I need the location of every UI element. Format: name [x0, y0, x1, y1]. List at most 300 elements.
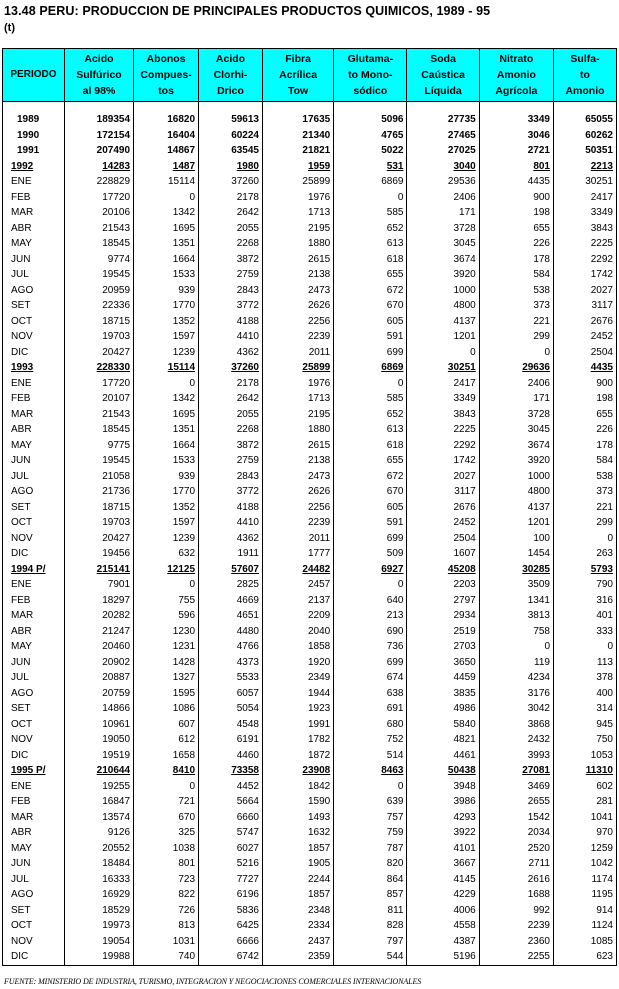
value-cell: 1041 — [554, 810, 617, 826]
value-cell: 4460 — [199, 748, 263, 764]
value-cell: 613 — [334, 236, 407, 252]
column-header — [199, 49, 263, 102]
year-total-row — [3, 360, 617, 376]
period-cell: MAY — [3, 438, 65, 454]
value-cell: 2457 — [263, 577, 334, 593]
value-cell: 20759 — [64, 686, 133, 702]
value-cell: 29536 — [407, 174, 479, 190]
value-cell: 1086 — [134, 701, 199, 717]
value-cell: 2432 — [479, 732, 553, 748]
period-cell: MAY — [3, 236, 65, 252]
value-cell: 16929 — [64, 887, 133, 903]
value-cell: 19973 — [64, 918, 133, 934]
value-cell: 992 — [479, 903, 553, 919]
value-cell: 178 — [479, 252, 553, 268]
value-cell: 27025 — [407, 143, 479, 159]
value-cell: 5216 — [199, 856, 263, 872]
period-cell: 1991 — [3, 143, 65, 159]
value-cell: 1231 — [134, 639, 199, 655]
value-cell: 18484 — [64, 856, 133, 872]
month-row — [3, 267, 617, 283]
value-cell: 3813 — [479, 608, 553, 624]
value-cell: 602 — [554, 779, 617, 795]
value-cell: 2676 — [407, 500, 479, 516]
value-cell: 857 — [334, 887, 407, 903]
column-header-line: Acrílica — [279, 69, 318, 81]
value-cell: 25899 — [263, 360, 334, 376]
value-cell: 655 — [334, 267, 407, 283]
value-cell: 5793 — [554, 562, 617, 578]
value-cell: 1493 — [263, 810, 334, 826]
month-row — [3, 608, 617, 624]
month-row — [3, 670, 617, 686]
value-cell: 2615 — [263, 438, 334, 454]
value-cell: 758 — [479, 624, 553, 640]
column-header — [263, 49, 334, 102]
value-cell: 2437 — [263, 934, 334, 950]
value-cell: 2138 — [263, 267, 334, 283]
value-cell: 5533 — [199, 670, 263, 686]
value-cell: 15114 — [134, 360, 199, 376]
value-cell: 1976 — [263, 190, 334, 206]
value-cell: 18545 — [64, 236, 133, 252]
year-total-row — [3, 159, 617, 175]
value-cell: 13574 — [64, 810, 133, 826]
column-header-line: Agrícola — [495, 85, 538, 97]
value-cell: 1920 — [263, 655, 334, 671]
value-cell: 2349 — [263, 670, 334, 686]
column-header — [407, 49, 479, 102]
month-row — [3, 484, 617, 500]
value-cell: 2225 — [407, 422, 479, 438]
value-cell: 226 — [479, 236, 553, 252]
value-cell: 1695 — [134, 407, 199, 423]
month-row — [3, 872, 617, 888]
column-header-line: Fibra — [285, 53, 311, 65]
column-header-line: Tow — [287, 85, 309, 97]
table-cell — [134, 102, 199, 113]
period-cell: 1993 — [3, 360, 65, 376]
month-row — [3, 810, 617, 826]
value-cell: 5664 — [199, 794, 263, 810]
value-cell: 2616 — [479, 872, 553, 888]
value-cell: 5054 — [199, 701, 263, 717]
value-cell: 2209 — [263, 608, 334, 624]
value-cell: 4800 — [407, 298, 479, 314]
value-cell: 1632 — [263, 825, 334, 841]
table-cell — [3, 102, 65, 113]
value-cell: 3843 — [407, 407, 479, 423]
month-row — [3, 856, 617, 872]
value-cell: 640 — [334, 593, 407, 609]
value-cell: 670 — [334, 484, 407, 500]
column-header-line: to — [580, 69, 590, 81]
value-cell: 2034 — [479, 825, 553, 841]
value-cell: 1351 — [134, 422, 199, 438]
value-cell: 378 — [554, 670, 617, 686]
value-cell: 632 — [134, 546, 199, 562]
period-cell: MAY — [3, 841, 65, 857]
period-cell: SET — [3, 701, 65, 717]
value-cell: 864 — [334, 872, 407, 888]
value-cell: 6191 — [199, 732, 263, 748]
value-cell: 2256 — [263, 314, 334, 330]
period-cell: AGO — [3, 686, 65, 702]
value-cell: 20460 — [64, 639, 133, 655]
value-cell: 652 — [334, 407, 407, 423]
value-cell: 6027 — [199, 841, 263, 857]
value-cell: 19255 — [64, 779, 133, 795]
value-cell: 4452 — [199, 779, 263, 795]
value-cell: 4410 — [199, 515, 263, 531]
value-cell: 1976 — [263, 376, 334, 392]
value-cell: 674 — [334, 670, 407, 686]
value-cell: 3040 — [407, 159, 479, 175]
period-cell: ENE — [3, 376, 65, 392]
value-cell: 19054 — [64, 934, 133, 950]
value-cell: 6869 — [334, 174, 407, 190]
value-cell: 2843 — [199, 283, 263, 299]
value-cell: 2244 — [263, 872, 334, 888]
period-cell: FEB — [3, 593, 65, 609]
value-cell: 4145 — [407, 872, 479, 888]
month-row — [3, 453, 617, 469]
value-cell: 316 — [554, 593, 617, 609]
value-cell: 618 — [334, 438, 407, 454]
month-row — [3, 903, 617, 919]
value-cell: 20887 — [64, 670, 133, 686]
period-cell: OCT — [3, 717, 65, 733]
period-cell: OCT — [3, 918, 65, 934]
value-cell: 1201 — [479, 515, 553, 531]
value-cell: 21543 — [64, 407, 133, 423]
table-cell — [407, 102, 479, 113]
value-cell: 16404 — [134, 128, 199, 144]
value-cell: 17720 — [64, 190, 133, 206]
value-cell: 1031 — [134, 934, 199, 950]
value-cell: 3674 — [407, 252, 479, 268]
value-cell: 2711 — [479, 856, 553, 872]
column-header — [64, 49, 133, 102]
period-cell: JUL — [3, 670, 65, 686]
value-cell: 1327 — [134, 670, 199, 686]
value-cell: 65055 — [554, 112, 617, 128]
value-cell: 21058 — [64, 469, 133, 485]
value-cell: 3920 — [407, 267, 479, 283]
value-cell: 3728 — [407, 221, 479, 237]
month-row — [3, 236, 617, 252]
value-cell: 655 — [554, 407, 617, 423]
value-cell: 20282 — [64, 608, 133, 624]
value-cell: 914 — [554, 903, 617, 919]
value-cell: 0 — [407, 345, 479, 361]
value-cell: 60224 — [199, 128, 263, 144]
value-cell: 1352 — [134, 314, 199, 330]
value-cell: 401 — [554, 608, 617, 624]
value-cell: 0 — [554, 531, 617, 547]
month-row — [3, 546, 617, 562]
value-cell: 2519 — [407, 624, 479, 640]
month-row — [3, 779, 617, 795]
value-cell: 113 — [554, 655, 617, 671]
value-cell: 1777 — [263, 546, 334, 562]
value-cell: 797 — [334, 934, 407, 950]
value-cell: 25899 — [263, 174, 334, 190]
value-cell: 790 — [554, 577, 617, 593]
value-cell: 22336 — [64, 298, 133, 314]
value-cell: 1880 — [263, 422, 334, 438]
value-cell: 2452 — [407, 515, 479, 531]
value-cell: 19519 — [64, 748, 133, 764]
value-cell: 20959 — [64, 283, 133, 299]
value-cell: 4006 — [407, 903, 479, 919]
period-cell: JUN — [3, 655, 65, 671]
value-cell: 4293 — [407, 810, 479, 826]
value-cell: 0 — [554, 639, 617, 655]
value-cell: 670 — [134, 810, 199, 826]
value-cell: 178 — [554, 438, 617, 454]
value-cell: 4435 — [479, 174, 553, 190]
value-cell: 15114 — [134, 174, 199, 190]
month-row — [3, 934, 617, 950]
value-cell: 19545 — [64, 267, 133, 283]
value-cell: 1858 — [263, 639, 334, 655]
value-cell: 2703 — [407, 639, 479, 655]
value-cell: 4800 — [479, 484, 553, 500]
value-cell: 970 — [554, 825, 617, 841]
value-cell: 2040 — [263, 624, 334, 640]
value-cell: 4387 — [407, 934, 479, 950]
value-cell: 299 — [479, 329, 553, 345]
period-cell: 1994 P/ — [3, 562, 65, 578]
value-cell: 900 — [479, 190, 553, 206]
value-cell: 2473 — [263, 283, 334, 299]
column-header-line: Soda — [430, 53, 456, 65]
value-cell: 1428 — [134, 655, 199, 671]
annual-row — [3, 128, 617, 144]
value-cell: 29636 — [479, 360, 553, 376]
value-cell: 0 — [134, 577, 199, 593]
period-cell: SET — [3, 903, 65, 919]
period-cell: DIC — [3, 546, 65, 562]
value-cell: 1770 — [134, 484, 199, 500]
value-cell: 2195 — [263, 221, 334, 237]
column-header — [479, 49, 553, 102]
month-row — [3, 686, 617, 702]
value-cell: 2759 — [199, 267, 263, 283]
value-cell: 171 — [479, 391, 553, 407]
value-cell: 1664 — [134, 438, 199, 454]
value-cell: 1533 — [134, 453, 199, 469]
month-row — [3, 469, 617, 485]
value-cell: 14867 — [134, 143, 199, 159]
value-cell: 400 — [554, 686, 617, 702]
value-cell: 18297 — [64, 593, 133, 609]
value-cell: 740 — [134, 949, 199, 965]
value-cell: 4651 — [199, 608, 263, 624]
value-cell: 605 — [334, 500, 407, 516]
value-cell: 670 — [334, 298, 407, 314]
value-cell: 691 — [334, 701, 407, 717]
value-cell: 210644 — [64, 763, 133, 779]
value-cell: 1201 — [407, 329, 479, 345]
value-cell: 638 — [334, 686, 407, 702]
value-cell: 1239 — [134, 531, 199, 547]
value-cell: 0 — [134, 190, 199, 206]
month-row — [3, 205, 617, 221]
value-cell: 2348 — [263, 903, 334, 919]
value-cell: 801 — [134, 856, 199, 872]
value-cell: 228829 — [64, 174, 133, 190]
value-cell: 0 — [134, 376, 199, 392]
value-cell: 612 — [134, 732, 199, 748]
period-cell: JUL — [3, 267, 65, 283]
value-cell: 4137 — [407, 314, 479, 330]
table-cell — [479, 102, 553, 113]
value-cell: 1487 — [134, 159, 199, 175]
value-cell: 4137 — [479, 500, 553, 516]
value-cell: 723 — [134, 872, 199, 888]
value-cell: 4229 — [407, 887, 479, 903]
table-cell — [199, 102, 263, 113]
value-cell: 509 — [334, 546, 407, 562]
value-cell: 60262 — [554, 128, 617, 144]
value-cell: 1341 — [479, 593, 553, 609]
value-cell: 63545 — [199, 143, 263, 159]
month-row — [3, 221, 617, 237]
month-row — [3, 438, 617, 454]
value-cell: 1195 — [554, 887, 617, 903]
value-cell: 9126 — [64, 825, 133, 841]
month-row — [3, 949, 617, 965]
value-cell: 21340 — [263, 128, 334, 144]
value-cell: 2268 — [199, 236, 263, 252]
value-cell: 945 — [554, 717, 617, 733]
month-row — [3, 918, 617, 934]
value-cell: 680 — [334, 717, 407, 733]
value-cell: 2615 — [263, 252, 334, 268]
value-cell: 828 — [334, 918, 407, 934]
value-cell: 1713 — [263, 205, 334, 221]
value-cell: 20427 — [64, 531, 133, 547]
value-cell: 3650 — [407, 655, 479, 671]
value-cell: 2417 — [554, 190, 617, 206]
column-header-line: sódico — [353, 85, 388, 97]
value-cell: 21736 — [64, 484, 133, 500]
value-cell: 4435 — [554, 360, 617, 376]
value-cell: 4480 — [199, 624, 263, 640]
value-cell: 1770 — [134, 298, 199, 314]
value-cell: 2504 — [554, 345, 617, 361]
value-cell: 2473 — [263, 469, 334, 485]
value-cell: 655 — [479, 221, 553, 237]
period-cell: AGO — [3, 484, 65, 500]
value-cell: 5022 — [334, 143, 407, 159]
value-cell: 585 — [334, 391, 407, 407]
value-cell: 2255 — [479, 949, 553, 965]
value-cell: 2292 — [407, 438, 479, 454]
value-cell: 2520 — [479, 841, 553, 857]
value-cell: 221 — [554, 500, 617, 516]
value-cell: 623 — [554, 949, 617, 965]
month-row — [3, 314, 617, 330]
value-cell: 3728 — [479, 407, 553, 423]
value-cell: 2292 — [554, 252, 617, 268]
value-cell: 14283 — [64, 159, 133, 175]
value-cell: 20552 — [64, 841, 133, 857]
period-cell: 1995 P/ — [3, 763, 65, 779]
column-header-line: Sulfúrico — [76, 69, 122, 81]
value-cell: 373 — [479, 298, 553, 314]
period-cell: 1992 — [3, 159, 65, 175]
spacer-row — [3, 102, 617, 113]
value-cell: 16847 — [64, 794, 133, 810]
period-cell: AGO — [3, 887, 65, 903]
value-cell: 299 — [554, 515, 617, 531]
value-cell: 3674 — [479, 438, 553, 454]
value-cell: 30251 — [407, 360, 479, 376]
month-row — [3, 376, 617, 392]
value-cell: 514 — [334, 748, 407, 764]
value-cell: 2676 — [554, 314, 617, 330]
value-cell: 2268 — [199, 422, 263, 438]
value-cell: 19545 — [64, 453, 133, 469]
value-cell: 1980 — [199, 159, 263, 175]
period-cell: ABR — [3, 624, 65, 640]
month-row — [3, 639, 617, 655]
value-cell: 23908 — [263, 763, 334, 779]
value-cell: 0 — [334, 376, 407, 392]
value-cell: 325 — [134, 825, 199, 841]
value-cell: 2360 — [479, 934, 553, 950]
month-row — [3, 174, 617, 190]
value-cell: 613 — [334, 422, 407, 438]
value-cell: 1991 — [263, 717, 334, 733]
value-cell: 2137 — [263, 593, 334, 609]
value-cell: 20107 — [64, 391, 133, 407]
period-cell: 1989 — [3, 112, 65, 128]
value-cell: 50351 — [554, 143, 617, 159]
value-cell: 198 — [479, 205, 553, 221]
value-cell: 2239 — [479, 918, 553, 934]
table-title: 13.48 PERU: PRODUCCION DE PRINCIPALES PRODUCTOS QUIMICOS, 1989 - 95 — [4, 4, 491, 18]
column-header-line: Caústica — [421, 69, 465, 81]
period-cell: JUL — [3, 872, 65, 888]
value-cell: 4558 — [407, 918, 479, 934]
value-cell: 757 — [334, 810, 407, 826]
month-row — [3, 887, 617, 903]
month-row — [3, 748, 617, 764]
value-cell: 4410 — [199, 329, 263, 345]
table-body — [3, 102, 617, 966]
value-cell: 4362 — [199, 345, 263, 361]
value-cell: 4765 — [334, 128, 407, 144]
value-cell: 207490 — [64, 143, 133, 159]
value-cell: 2011 — [263, 345, 334, 361]
value-cell: 12125 — [134, 562, 199, 578]
value-cell: 655 — [334, 453, 407, 469]
production-table — [2, 48, 617, 966]
value-cell: 1590 — [263, 794, 334, 810]
value-cell: 1000 — [479, 469, 553, 485]
value-cell: 672 — [334, 469, 407, 485]
value-cell: 2406 — [479, 376, 553, 392]
period-cell: JUN — [3, 252, 65, 268]
source-footnote: FUENTE: MINISTERIO DE INDUSTRIA, TURISMO, INTEGRACION Y NEGOCIACIONES COMERCIALES INTERNACIONALES — [4, 977, 422, 986]
value-cell: 1842 — [263, 779, 334, 795]
value-cell: 2055 — [199, 407, 263, 423]
value-cell: 652 — [334, 221, 407, 237]
